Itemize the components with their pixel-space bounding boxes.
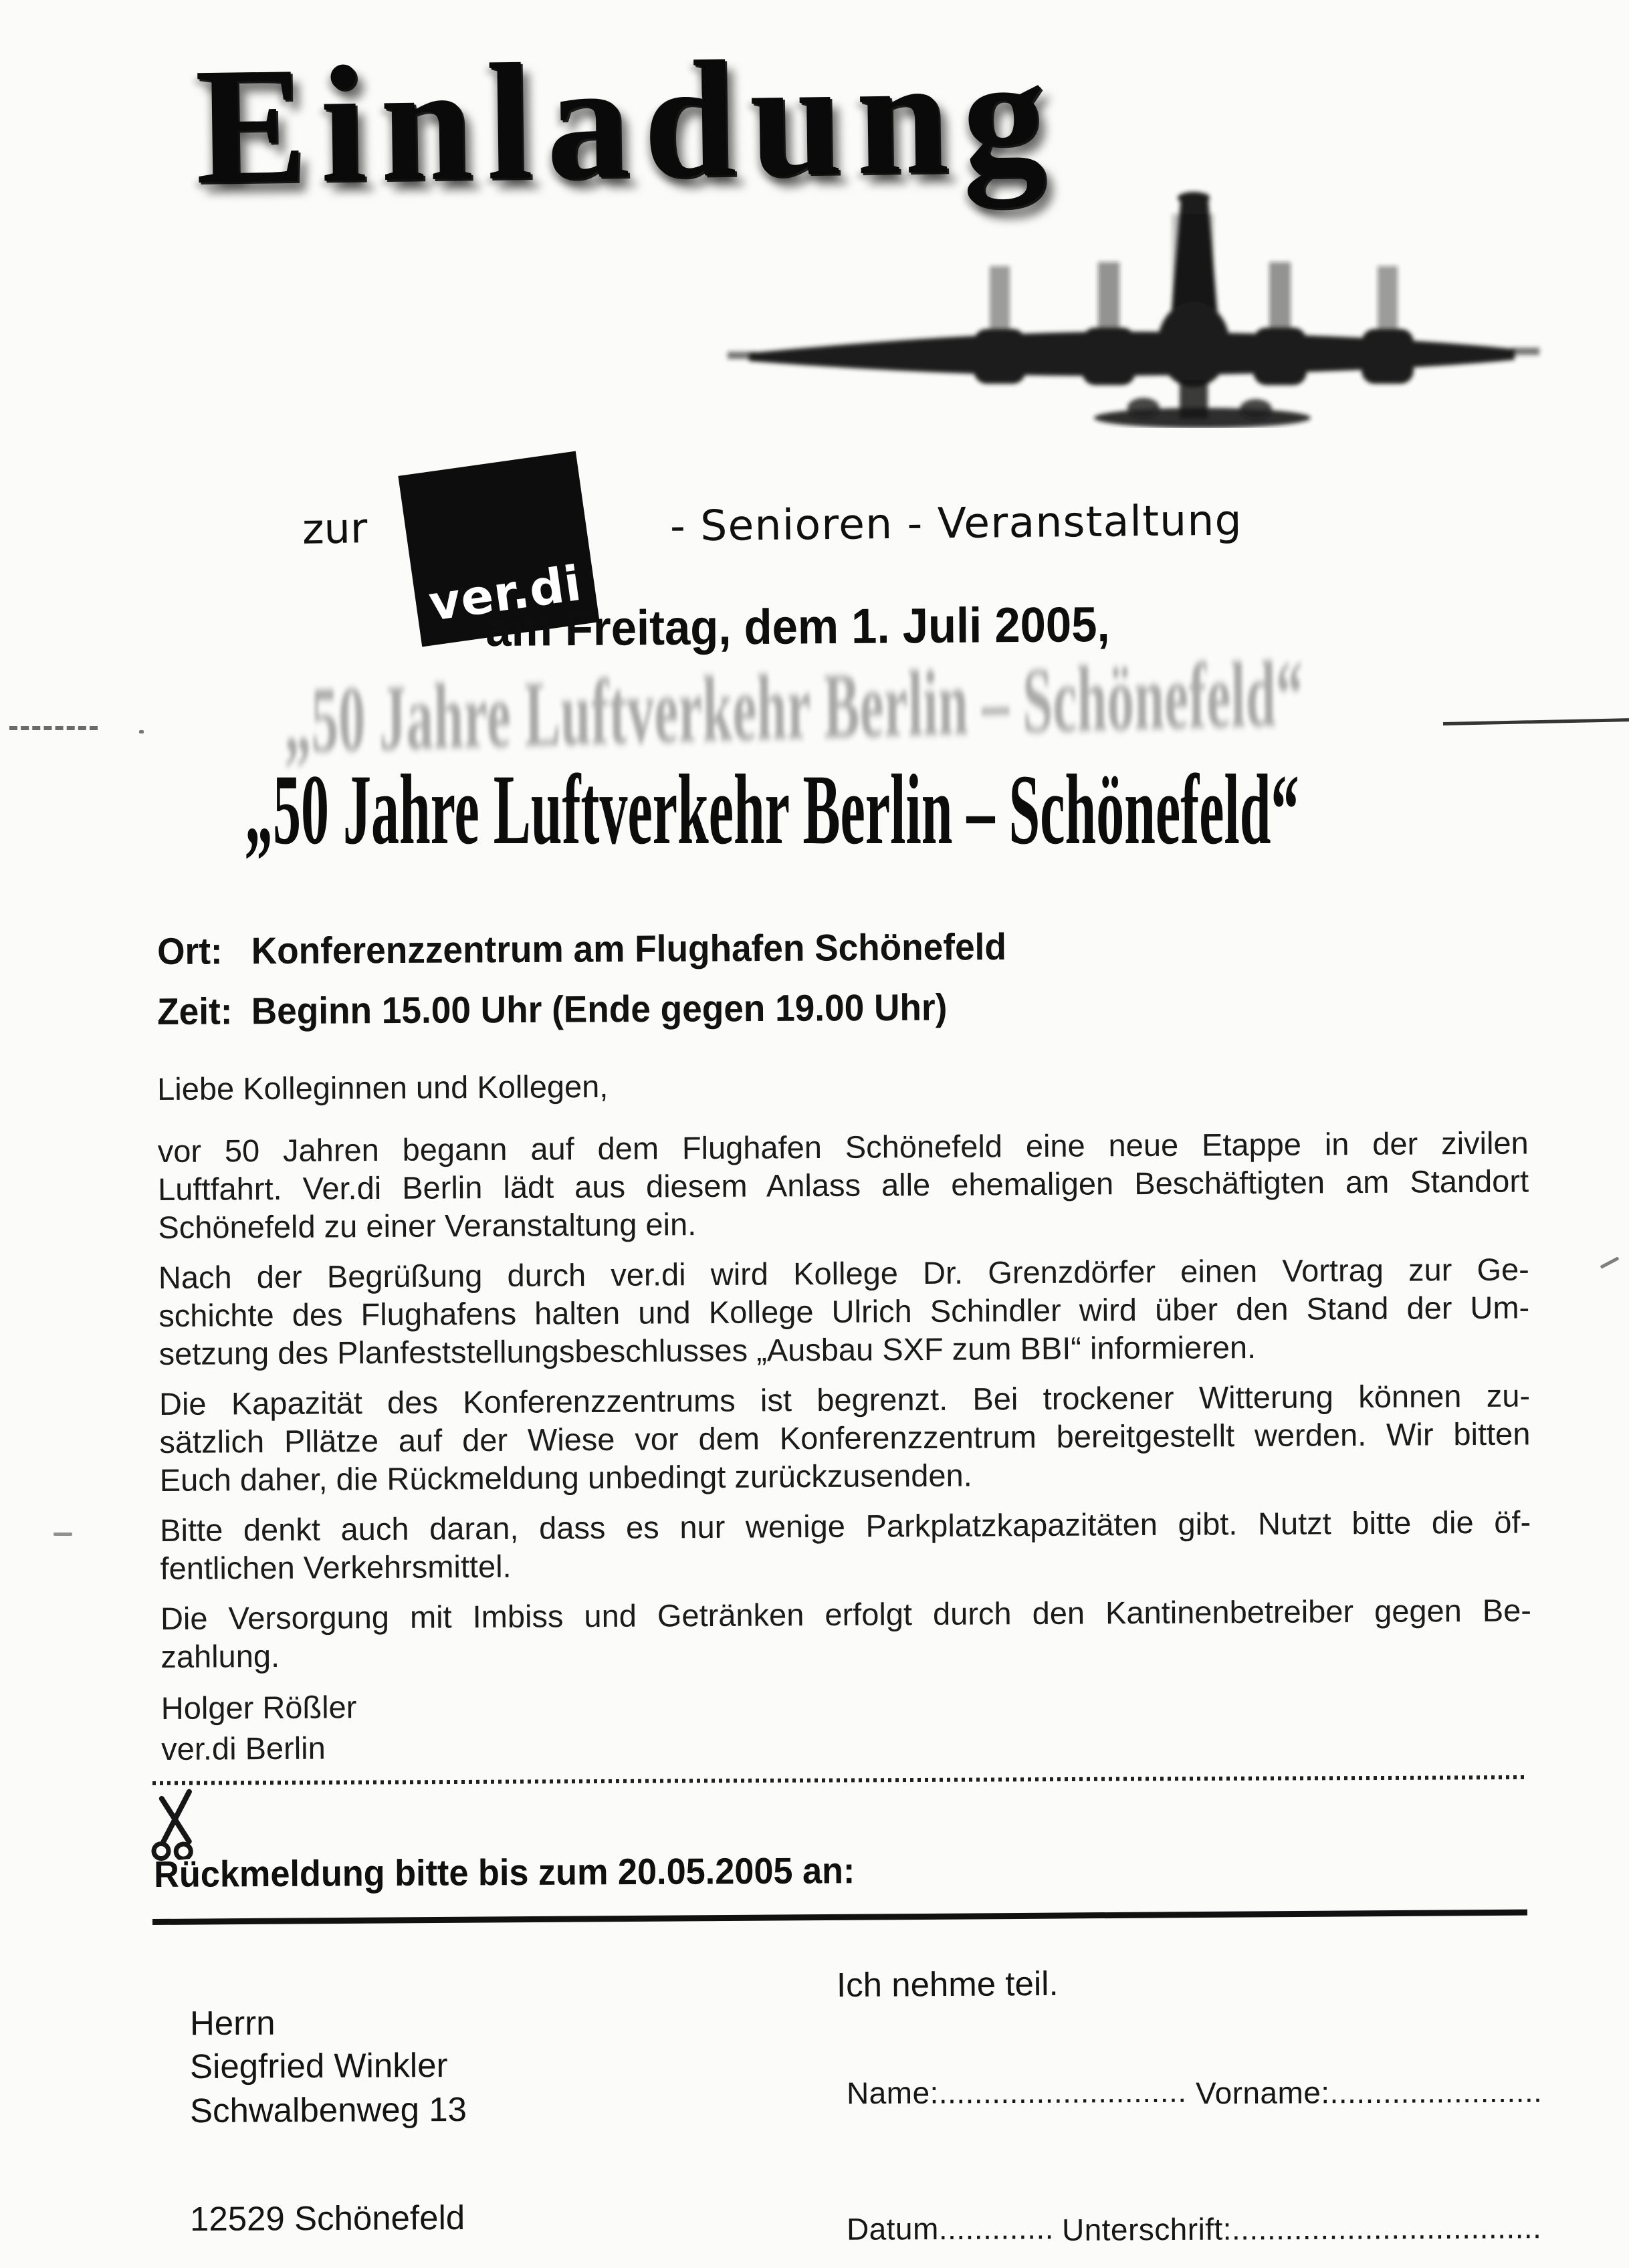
paragraph-line: Schönefeld zu einer Veranstaltung ein. <box>158 1206 697 1245</box>
cut-here-dotted-line <box>152 1775 1525 1785</box>
location-value: Konferenzzentrum am Flughafen Schönefeld <box>251 925 1007 972</box>
scan-artifact-line-right <box>1443 718 1629 725</box>
scan-artifact-dash-body <box>53 1533 72 1536</box>
reply-address-line: Siegfried Winkler <box>189 2045 448 2086</box>
time-value: Beginn 15.00 Uhr (Ende gegen 19.00 Uhr) <box>251 986 948 1032</box>
paragraph-line: Die Versorgung mit Imbiss und Getränken erfolgt durch den Kantinenbetreiber gegen Be- <box>160 1592 1532 1636</box>
paragraph <box>158 1250 1530 1373</box>
scissors-icon <box>145 1787 207 1863</box>
reply-address-line: Schwalbenweg 13 <box>189 2089 467 2130</box>
name-field-line: Name:............................ <box>846 2073 1187 2111</box>
unterschrift-field-line: Unterschrift:................................... <box>1061 2210 1542 2247</box>
event-date-line: am Freitag, dem 1. Juli 2005, <box>485 596 1110 657</box>
reply-address-line: Herrn <box>189 2003 276 2043</box>
paragraph <box>159 1376 1531 1499</box>
signature-block <box>161 1679 1533 1769</box>
signature-organization: ver.di Berlin <box>161 1730 326 1767</box>
verdi-logo-text: ver.di <box>425 554 585 632</box>
paragraph-line: sätzlich Pllätze auf der Wiese vor dem Konferenzzentrum bereitgestellt werden. Wir bitten <box>159 1415 1531 1460</box>
scan-artifact-dot <box>139 730 144 733</box>
airplane-image <box>702 187 1545 428</box>
paragraph <box>160 1591 1532 1676</box>
document-title: Einladung <box>194 21 1061 220</box>
vorname-field-line: Vorname:........................ <box>1195 2073 1543 2111</box>
paragraph-line: vor 50 Jahren begann auf dem Flughafen Schönefeld eine neue Etappe in der zivilen <box>157 1125 1529 1169</box>
paragraph-line: schichte des Flughafens halten und Kollege Ulrich Schindler wird über den Stand der Um- <box>158 1289 1530 1333</box>
location-row <box>157 926 1006 972</box>
ghost-title-printthrough: „50 Jahre Luftverkehr Berlin – Schönefeld“ <box>284 641 1304 773</box>
paragraph-line: fentlichen Verkehrsmittel. <box>160 1548 512 1586</box>
paragraph-line: Euch daher, die Rückmeldung unbedingt zurückzusenden. <box>159 1457 972 1498</box>
paragraph-line: Die Kapazität des Konferenzzentrums ist begrenzt. Bei trockener Witterung können zu- <box>158 1377 1531 1422</box>
salutation: Liebe Kolleginnen und Kollegen, <box>157 1068 609 1107</box>
main-title: „50 Jahre Luftverkehr Berlin – Schönefeld“ <box>245 754 1299 865</box>
letter-body <box>157 1061 1532 1769</box>
paragraph-line: Bitte denkt auch daran, dass es nur wenige Parkplatzkapazitäten gibt. Nutzt bitte die öf- <box>160 1504 1531 1548</box>
paragraph-line: setzung des Planfeststellungsbeschlusses „Ausbau SXF zum BBI“ informieren. <box>158 1329 1257 1371</box>
scan-artifact-dashes-left <box>9 726 98 730</box>
event-type-text: - Senioren - Veranstaltung <box>669 495 1243 551</box>
zur-text: zur <box>302 503 368 554</box>
signature-name: Holger Rößler <box>160 1689 357 1726</box>
participation-statement: Ich nehme teil. <box>836 1964 1059 2005</box>
scan-artifact-tick-right <box>1600 1256 1620 1268</box>
location-label: Ort: <box>156 929 223 972</box>
reply-address-city: 12529 Schönefeld <box>189 2198 465 2239</box>
datum-field-line: Datum............. <box>846 2210 1055 2247</box>
airplane-front-silhouette-graphic <box>702 187 1545 428</box>
paragraph-line: Luftfahrt. Ver.di Berlin lädt aus diesem Anlass alle ehemaligen Beschäftigten am Standort <box>157 1163 1529 1207</box>
section-divider-line <box>152 1910 1527 1925</box>
reply-deadline-line: Rückmeldung bitte bis zum 20.05.2005 an: <box>154 1849 855 1895</box>
paragraph <box>158 1123 1529 1246</box>
paragraph <box>160 1502 1531 1587</box>
time-row <box>157 986 948 1032</box>
paragraph-line: Nach der Begrüßung durch ver.di wird Kollege Dr. Grenzdörfer einen Vortrag zur Ge- <box>158 1251 1530 1295</box>
paragraph-line: zahlung. <box>160 1637 280 1674</box>
time-label: Zeit: <box>156 990 233 1032</box>
